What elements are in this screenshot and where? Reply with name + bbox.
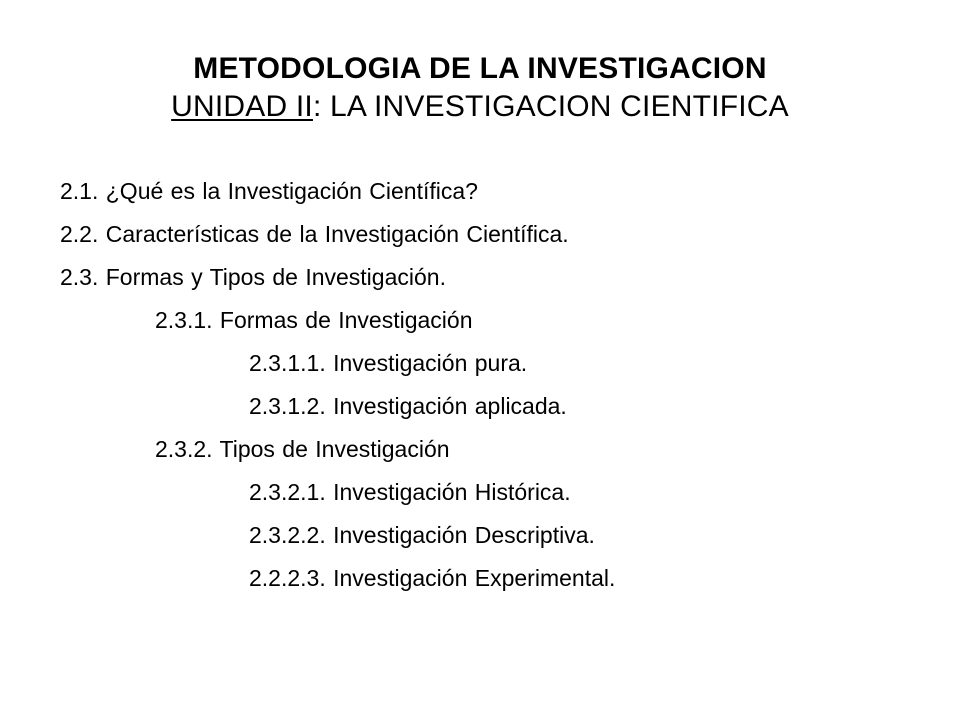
subtitle-text: : LA INVESTIGACION CIENTIFICA — [312, 90, 789, 123]
outline-item: 2.2.2.3. Investigación Experimental. — [249, 565, 616, 591]
slide-title: METODOLOGIA DE LA INVESTIGACION — [193, 52, 767, 85]
outline-item: 2.3.2. Tipos de Investigación — [155, 436, 450, 462]
outline-list — [60, 170, 940, 600]
outline-item: 2.1. ¿Qué es la Investigación Científica? — [60, 178, 478, 204]
outline-item: 2.3.2.1. Investigación Histórica. — [249, 479, 571, 505]
outline-item: 2.3.1.2. Investigación aplicada. — [249, 393, 567, 419]
outline-item: 2.3.1. Formas de Investigación — [155, 307, 473, 333]
title-block — [0, 50, 960, 126]
outline-item: 2.3. Formas y Tipos de Investigación. — [60, 264, 446, 290]
slide-subtitle — [0, 88, 960, 126]
outline-item: 2.2. Características de la Investigación Científica. — [60, 221, 569, 247]
outline-item: 2.3.1.1. Investigación pura. — [249, 350, 528, 376]
subtitle-unit-label: UNIDAD II — [171, 90, 313, 123]
outline-item: 2.3.2.2. Investigación Descriptiva. — [249, 522, 595, 548]
